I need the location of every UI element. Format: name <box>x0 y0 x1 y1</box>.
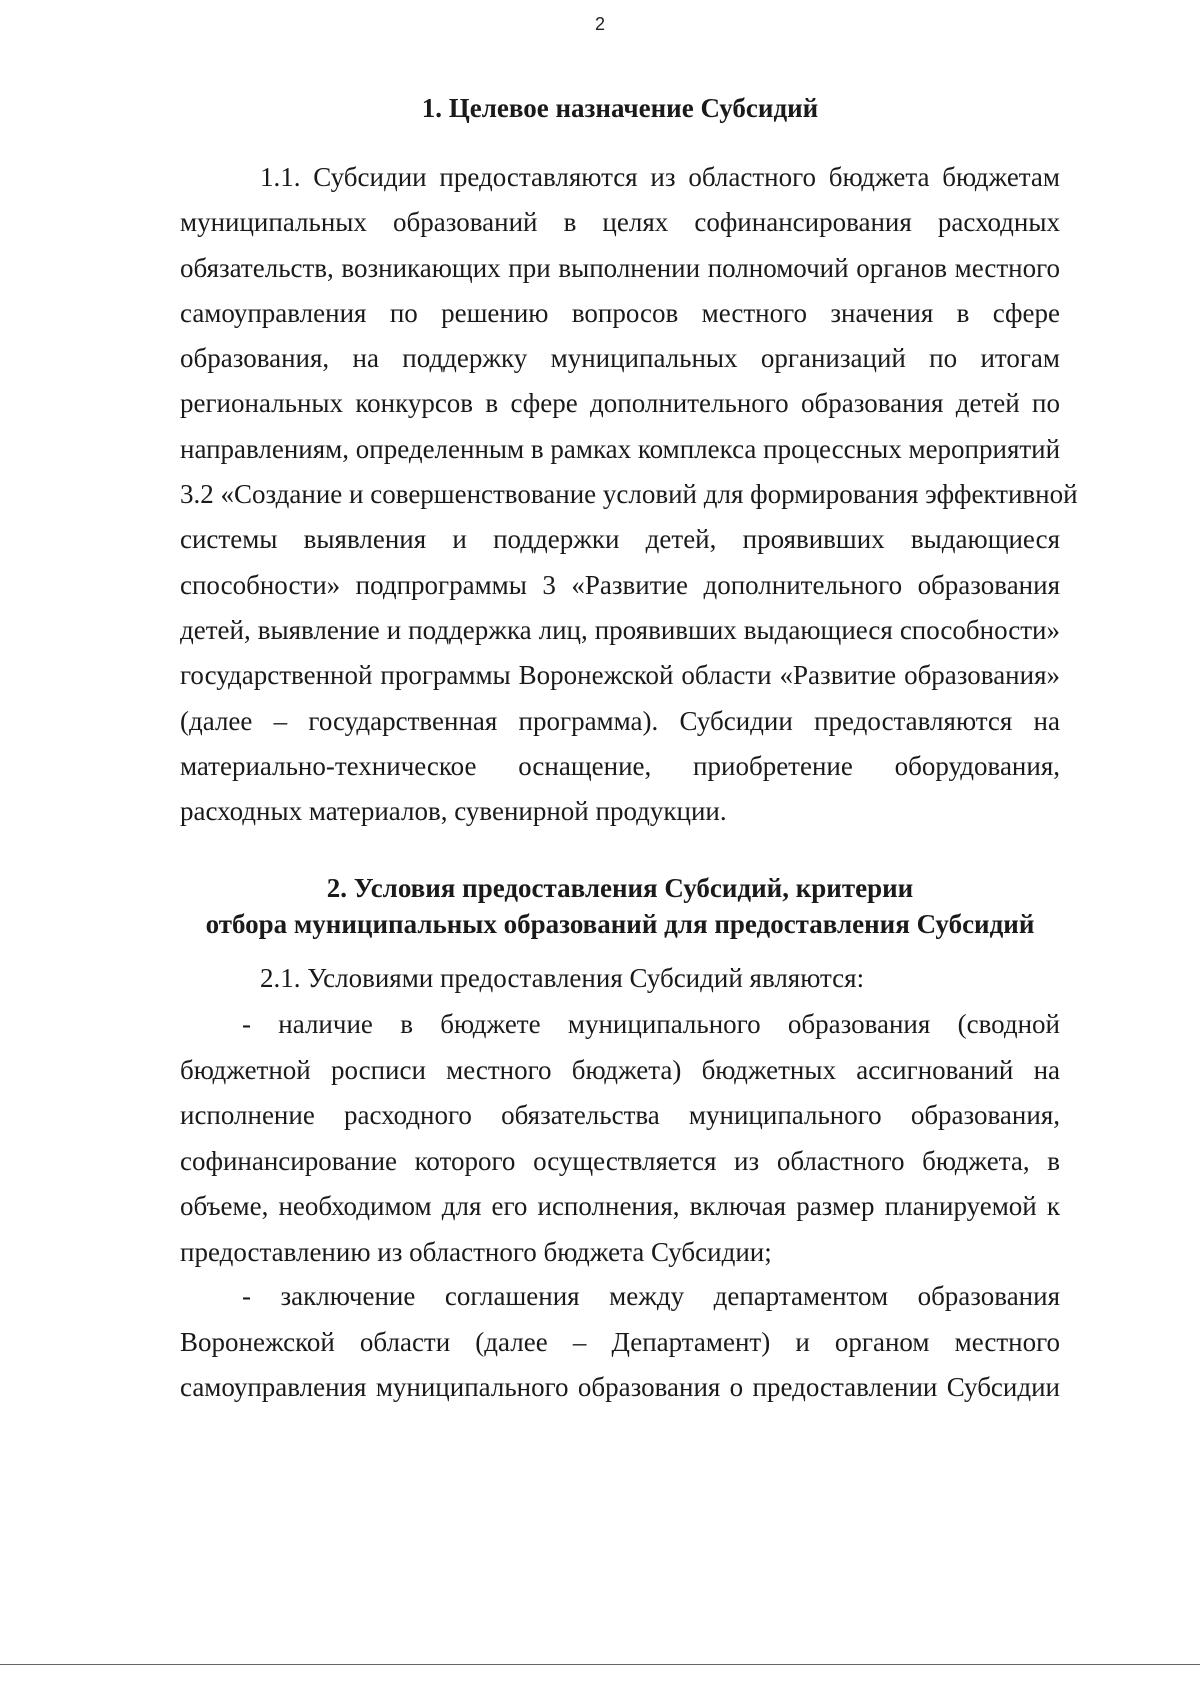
paragraph-line: направлениям, определенным в рамках комплекса процессных мероприятий <box>180 433 1061 464</box>
paragraph-line: - заключение соглашения между департаментом образования <box>242 1281 1060 1311</box>
paragraph-line: образования, на поддержку муниципальных организаций по итогам <box>180 343 1060 374</box>
paragraph-line: региональных конкурсов в сфере дополнительного образования детей по <box>180 388 1060 419</box>
paragraph-1-1 <box>180 155 1078 834</box>
paragraph-line: Воронежской области (далее – Департамент) и органом местного <box>180 1326 1060 1357</box>
paragraph-2-1 <box>180 956 1060 1002</box>
section-1-heading <box>180 90 1060 126</box>
paragraph-line: - наличие в бюджете муниципального образования (сводной <box>242 1009 1060 1039</box>
page-number: 2 <box>594 14 605 34</box>
paragraph-line: расходных материалов, сувенирной продукции. <box>180 796 727 827</box>
paragraph-line: (далее – государственная программа). Субсидии предоставляются на <box>180 705 1060 736</box>
section-2-heading-line: отбора муниципальных образований для предоставления Субсидий <box>205 909 1035 939</box>
paragraph-line: 2.1. Условиями предоставления Субсидий являются: <box>260 963 865 993</box>
scan-bottom-edge-line <box>0 1664 1200 1665</box>
paragraph-line: материально-техническое оснащение, приобретение оборудования, <box>180 750 1060 781</box>
paragraph-line: детей, выявление и поддержка лиц, проявивших выдающиеся способности» <box>180 614 1060 645</box>
section-1-heading-text: 1. Целевое назначение Субсидий <box>421 93 819 123</box>
paragraph-line: системы выявления и поддержки детей, проявивших выдающиеся <box>180 524 1060 555</box>
section-2-heading-line: 2. Условия предоставления Субсидий, критерии <box>326 873 914 903</box>
paragraph-line: государственной программы Воронежской области «Развитие образования» <box>180 660 1060 691</box>
paragraph-line: бюджетной росписи местного бюджета) бюджетных ассигнований на <box>180 1054 1060 1085</box>
bullet-budget-allocation <box>180 1002 1060 1276</box>
paragraph-line: способности» подпрограммы 3 «Развитие дополнительного образования <box>180 569 1060 600</box>
paragraph-line: предоставлению из областного бюджета Субсидии; <box>180 1236 772 1267</box>
paragraph-line: объеме, необходимом для его исполнения, включая размер планируемой к <box>180 1191 1060 1222</box>
bullet-agreement <box>180 1274 1060 1411</box>
paragraph-line: самоуправления муниципального образования о предоставлении Субсидии <box>180 1372 1060 1403</box>
paragraph-line: софинансирование которого осуществляется из областного бюджета, в <box>180 1145 1060 1176</box>
paragraph-line: 1.1. Субсидии предоставляются из областного бюджета бюджетам <box>260 162 1060 192</box>
paragraph-line: муниципальных образований в целях софинансирования расходных <box>180 207 1060 238</box>
section-2-heading <box>200 870 1040 942</box>
paragraph-line: исполнение расходного обязательства муниципального образования, <box>180 1100 1060 1131</box>
paragraph-line: обязательств, возникающих при выполнении полномочий органов местного <box>180 252 1060 283</box>
paragraph-line: самоуправления по решению вопросов местного значения в сфере <box>180 297 1060 328</box>
paragraph-line: 3.2 «Создание и совершенствование условий для формирования эффективной <box>180 479 1078 510</box>
